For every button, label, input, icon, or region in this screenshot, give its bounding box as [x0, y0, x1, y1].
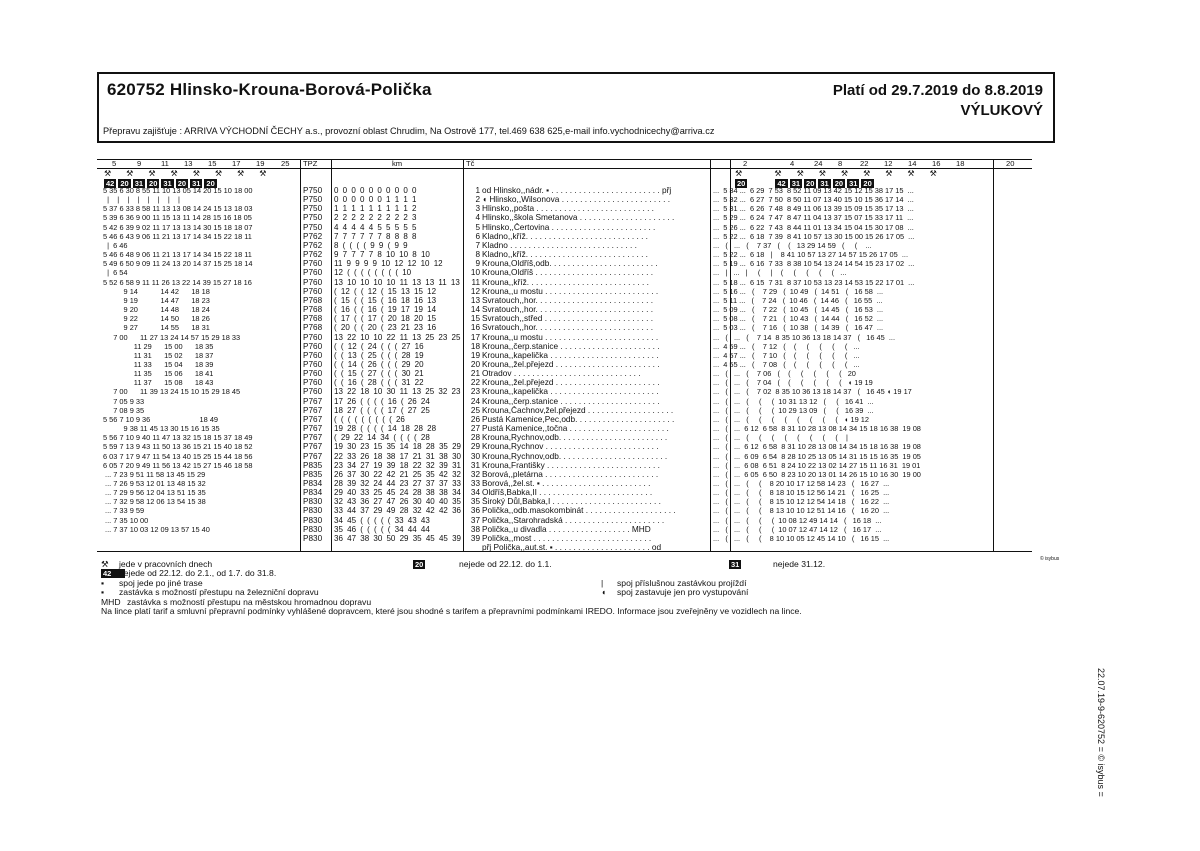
tpz-cell: P760 — [303, 378, 323, 388]
col-divider-km — [463, 159, 464, 551]
badge: 20 — [206, 179, 215, 188]
tc-cell: 31 — [470, 460, 480, 470]
badge: 42 — [106, 179, 115, 188]
left-departure-times — [103, 186, 299, 534]
tc-cell: 20 — [470, 359, 480, 369]
tpz-cell: P830 — [303, 506, 323, 516]
table-row: 9 22 14 50 18 26 — [103, 314, 210, 324]
km-cell: 33 44 37 29 49 28 32 42 42 36 — [334, 506, 461, 516]
badge: 31 — [820, 179, 829, 188]
tpz-cell: P750 — [303, 213, 323, 223]
badge: 20 — [149, 179, 158, 188]
table-row: 9 27 14 55 18 31 — [103, 323, 210, 333]
tc-cell: 10 — [470, 268, 480, 278]
tc-cell: 33 — [470, 479, 480, 488]
tc-cell: 25 — [470, 405, 480, 415]
table-row: ... 5 16 ... ( 7 29 ( 10 49 ( 14 51 ( 16 58 ... — [713, 286, 884, 296]
tc-cell: 6 — [475, 231, 480, 241]
hammers-icon: ⚒ ⚒⚒⚒⚒⚒⚒⚒⚒ — [735, 169, 952, 178]
station-name: Pustá Kamenice,,točna . . . . . . . . . . . . . . . . . . . . . . — [482, 424, 669, 434]
table-row: ... 7 26 9 53 12 01 13 48 15 32 — [103, 479, 206, 488]
tpz-cell: P767 — [303, 442, 323, 452]
tc-cell: 22 — [470, 378, 480, 388]
hammers-icon: ⚒ — [101, 559, 109, 569]
station-name: Krouna,Rychnov,odb. . . . . . . . . . . . . . . . . . . . . . . . — [482, 433, 668, 443]
table-row: ... ( ... ( ( ( 10 07 12 47 14 12 ( 16 17 ... — [713, 524, 882, 534]
km-cell: ( ( 16 ( 28 ( ( ( 31 22 — [334, 378, 424, 388]
table-row: ... ( ... ( 7 02 8 35 10 36 13 18 14 37 ( 16 45 ◖ 19 17 — [713, 387, 912, 397]
km-cell: ( 15 ( ( 15 ( 16 18 16 13 — [334, 295, 437, 305]
legend-item: MHD zastávka s možností přestupu na městskou hromadnou dopravu — [101, 596, 372, 607]
station-name: Polička,,u divadla . . . . . . . . . . . . . . . . . . MHD — [482, 524, 651, 534]
tc-cell: 37 — [470, 515, 480, 525]
right-trip-numbers: 2 4 24 8 22 12 14 16 18 20 — [743, 159, 1015, 168]
station-name: Krouna,,žel.přejezd . . . . . . . . . . . . . . . . . . . . . . . — [482, 359, 660, 369]
tpz-cell: P760 — [303, 369, 323, 379]
table-row: 5 56 7 10 9 40 11 47 13 32 15 18 15 37 18 49 — [103, 433, 253, 443]
tc-cell: 27 — [470, 424, 480, 434]
badge: 31 — [192, 179, 201, 188]
tpz-cell: P767 — [303, 414, 323, 424]
table-row: ... 5 32 ... 6 27 7 50 8 50 11 07 13 40 15 10 15 36 17 14 ... — [713, 195, 914, 205]
table-row: ... ( ... 6 08 6 51 8 24 10 22 13 02 14 27 15 11 16 31 19 01 — [713, 460, 921, 470]
station-name: Otradov . . . . . . . . . . . . . . . . . . . . . . . . . . . . — [482, 369, 641, 379]
tpz-cell: P750 — [303, 222, 323, 232]
table-row: 11 35 15 06 18 41 — [103, 369, 214, 379]
table-row: ... 5 29 ... 6 24 7 47 8 47 11 04 13 37 15 07 15 33 17 11 ... — [713, 213, 914, 223]
tc-cell: 17 — [470, 332, 480, 342]
station-name: od Hlinsko,,nádr. ▪ . . . . . . . . . . . . . . . . . . . . . . . . přj — [482, 186, 672, 195]
badge: 20 — [834, 179, 844, 188]
km-header: km — [392, 159, 403, 168]
tpz-cell: P830 — [303, 515, 323, 525]
table-row: 7 08 9 35 — [103, 405, 145, 415]
col-divider-left — [300, 159, 301, 551]
table-row: ... 5 03 ... ( 7 16 ( 10 38 ( 14 39 ( 16 47 ... — [713, 323, 884, 333]
table-row: ... ( ... ( ( ( 10 31 13 12 ( ( 16 41 ... — [713, 396, 874, 406]
table-row: ... ( ... ( 7 04 ( ( ( ( ( ( ◖ 19 19 — [713, 378, 873, 388]
tpz-cell: P760 — [303, 277, 323, 287]
km-cell: ( 16 ( ( 16 ( 19 17 19 14 — [334, 305, 437, 315]
table-row: ... 5 11 ... ( 7 24 ( 10 46 ( 14 46 ( 16 55 ... — [713, 295, 883, 305]
tpz-cell: P760 — [303, 387, 323, 397]
km-cell: 12 ( ( ( ( ( ( ( ( 10 — [334, 268, 412, 278]
table-row: ... 5 34 ... 6 29 7 53 8 52 11 09 13 42 15 12 15 38 17 15 ... — [713, 186, 914, 195]
table-row: 7 05 9 33 — [103, 396, 145, 406]
km-cell: 19 30 23 15 35 14 18 28 35 29 — [334, 442, 461, 452]
km-cell: 34 45 ( ( ( ( ( 33 43 43 — [334, 515, 430, 525]
table-row: ... ( ... ( ( 8 18 10 15 12 56 14 21 ( 16 25 ... — [713, 488, 890, 498]
table-row: ... ( ... ( ( 8 13 10 10 12 51 14 16 ( 16 20 ... — [713, 506, 890, 516]
table-row: 5 42 6 39 9 02 11 17 13 13 14 30 15 18 18 07 — [103, 222, 253, 232]
tpz-cell: P762 — [303, 231, 323, 241]
tc-cell: 3 — [475, 204, 480, 214]
legend-item: ⚒ jede v pracovních dnech 20 nejede od 22.12. do 1.1. 31 nejede 31.12. — [101, 559, 826, 569]
station-name: Krouna,Františky . . . . . . . . . . . . . . . . . . . . . . . . . — [482, 460, 660, 470]
badge-42: 42 — [101, 569, 125, 578]
table-row: ... ( ... 6 05 6 50 8 23 10 20 13 01 14 26 15 10 16 30 19 00 — [713, 469, 921, 479]
km-cell: 4 4 4 4 4 5 5 5 5 5 — [334, 222, 417, 232]
table-row: ... ( ... ( ( ( ( ( ( ( ( | — [713, 433, 848, 443]
station-name: Svratouch,,hor. . . . . . . . . . . . . . . . . . . . . . . . . . — [482, 305, 654, 315]
table-row: 5 49 6 50 9 09 11 24 13 20 14 37 15 25 18 14 — [103, 259, 253, 269]
km-cell: ( ( 13 ( 25 ( ( ( 28 19 — [334, 350, 424, 360]
tc-cell: 13 — [470, 295, 480, 305]
table-row: | | | | | | | | — [103, 195, 180, 205]
tpz-cell: P762 — [303, 240, 323, 250]
tpz-column — [303, 186, 331, 543]
km-cell: 13 22 10 10 22 11 13 25 23 25 — [334, 332, 461, 342]
tpz-cell: P767 — [303, 424, 323, 434]
km-cell: 13 10 10 10 10 11 13 13 11 13 — [334, 277, 460, 287]
tpz-cell: P760 — [303, 341, 323, 351]
km-cell: 13 22 18 10 30 11 13 25 32 23 — [334, 387, 461, 397]
tc-cell: 39 — [470, 533, 480, 543]
station-name: Kladno . . . . . . . . . . . . . . . . . . . . . . . . . . . . — [482, 240, 637, 250]
tpz-cell: P760 — [303, 286, 323, 296]
table-row: ... 5 18 ... 6 15 7 31 8 37 10 53 13 23 14 53 15 22 17 01 ... — [713, 277, 915, 287]
station-name: Svratouch,,hor. . . . . . . . . . . . . . . . . . . . . . . . . . — [482, 323, 654, 333]
tpz-cell: P767 — [303, 451, 323, 461]
table-row: 5 59 7 13 9 43 11 50 13 36 15 21 15 40 18 52 — [103, 442, 253, 452]
tpz-header: TPZ — [303, 159, 318, 168]
table-row: ... ( ... ( 7 14 8 35 10 36 13 18 14 37 ( 16 45 ... — [713, 332, 895, 342]
station-name: Krouna,Oldříš,odb. . . . . . . . . . . . . . . . . . . . . . . . — [482, 259, 658, 269]
table-row: 9 19 14 47 18 23 — [103, 295, 210, 305]
tc-cell: 34 — [470, 488, 480, 498]
km-cell: 1 1 1 1 1 1 1 1 1 2 — [334, 204, 417, 214]
km-cell: 22 33 26 18 38 17 21 31 38 30 — [334, 451, 461, 461]
table-row: ... 7 23 9 51 11 58 13 45 15 29 — [103, 469, 206, 479]
tpz-cell: P760 — [303, 332, 323, 342]
tpz-cell: P768 — [303, 323, 323, 333]
station-name: Svratouch,,střed . . . . . . . . . . . . . . . . . . . . . . . . — [482, 314, 654, 324]
km-cell: ( 20 ( ( 20 ( 23 21 23 16 — [334, 323, 437, 333]
tc-cell: 15 — [470, 314, 480, 324]
km-cell: 28 39 32 24 44 23 27 37 37 33 — [334, 479, 461, 488]
tc-cell: 14 — [470, 305, 480, 315]
tpz-cell: P835 — [303, 469, 323, 479]
tc-cell: 23 — [470, 387, 480, 397]
km-cell: 36 47 38 30 50 29 35 45 45 39 — [334, 533, 461, 543]
km-cell: ( 12 ( ( 12 ( 15 13 15 12 — [334, 286, 437, 296]
tc-cell: 29 — [470, 442, 480, 452]
table-row: ... ( ... ( ( 8 15 10 12 12 54 14 18 ( 16 22 ... — [713, 497, 890, 507]
table-row: ... ( ... 6 09 6 54 8 28 10 25 13 05 14 31 15 15 16 35 19 05 — [713, 451, 921, 461]
km-cell: 35 46 ( ( ( ( ( 34 44 44 — [334, 524, 430, 534]
table-row: 9 14 14 42 18 18 — [103, 286, 210, 296]
station-name: Oldříš,Babka,II . . . . . . . . . . . . . . . . . . . . . . . . . — [482, 488, 653, 498]
legend-item: ▪ zastávka s možností přestupu na železniční dopravu ◖ spoj zastavuje jen pro vystupování — [101, 587, 749, 598]
tc-cell: 8 — [475, 250, 480, 260]
km-cell: ( 29 22 14 34 ( ( ( ( 28 — [334, 433, 430, 443]
station-name: Polička,,most . . . . . . . . . . . . . . . . . . . . . . . . . . — [482, 533, 652, 543]
tc-cell: 18 — [470, 341, 480, 351]
timetable-variant: VÝLUKOVÝ — [960, 102, 1043, 119]
tc-cell: 19 — [470, 350, 480, 360]
table-row: ... 5 22 ... 6 18 7 39 8 41 10 57 13 30 15 00 15 26 17 05 ... — [713, 231, 915, 241]
table-row: 11 31 15 02 18 37 — [103, 350, 214, 360]
tc-cell: 5 — [475, 222, 480, 232]
tc-cell: 4 — [475, 213, 480, 223]
table-row: 5 37 6 33 8 58 11 13 13 08 14 24 15 13 18 03 — [103, 204, 253, 214]
table-row: ... 5 26 ... 6 22 7 43 8 44 11 01 13 34 15 04 15 30 17 08 ... — [713, 222, 914, 232]
table-row: 7 00 11 39 13 24 15 10 15 29 18 45 — [103, 387, 241, 397]
badge-20: 20 — [415, 560, 424, 569]
exit-only-icon: ◖ — [601, 587, 607, 598]
table-row: 7 00 11 27 13 24 14 57 15 29 18 33 — [103, 332, 241, 342]
legend — [101, 559, 826, 616]
badge: 31 — [134, 179, 144, 188]
km-cell: 19 28 ( ( ( ( 14 18 28 28 — [334, 424, 437, 434]
table-row: ... 7 32 9 58 12 06 13 54 15 38 — [103, 497, 206, 507]
tpz-cell: P768 — [303, 295, 323, 305]
badge-31: 31 — [731, 560, 740, 569]
tpz-cell: P830 — [303, 533, 323, 543]
km-column — [334, 186, 463, 543]
station-name: Hlinsko,,pošta . . . . . . . . . . . . . . . . . . . . . . . . . . — [482, 204, 654, 214]
col-divider-tpz — [331, 159, 332, 551]
table-row: 11 29 15 00 18 35 — [103, 341, 214, 351]
table-row: 5 35 6 30 8 55 11 10 13 05 14 20 15 10 18 00 — [103, 186, 253, 195]
km-cell: 23 34 27 19 39 18 22 32 39 31 — [334, 460, 461, 470]
station-name: Krouna,,kapelička . . . . . . . . . . . . . . . . . . . . . . . . — [482, 350, 659, 360]
right-arrival-times — [713, 186, 1031, 543]
tpz-cell: P768 — [303, 305, 323, 315]
table-row: 5 56 7 10 9 36 18 49 — [103, 414, 219, 424]
tpz-cell: P834 — [303, 488, 323, 498]
station-name: Krouna,,čerp.stanice . . . . . . . . . . . . . . . . . . . . . . — [482, 341, 660, 351]
station-name: Krouna,,čerp.stanice . . . . . . . . . . . . . . . . . . . . . . — [482, 396, 660, 406]
bus-icon: ▪ — [101, 577, 105, 588]
tpz-cell: P760 — [303, 359, 323, 369]
table-row: ... 7 29 9 56 12 04 13 51 15 35 — [103, 488, 206, 498]
km-cell: 7 7 7 7 7 7 8 8 8 8 — [334, 231, 417, 241]
tc-cell: 2 — [475, 195, 480, 205]
tpz-cell: P760 — [303, 350, 323, 360]
carrier-info: Přepravu zajišťuje : ARRIVA VÝCHODNÍ ČECHY a.s., provozní oblast Chrudim, Na Ostrově 177, tel.469 638 625,e-mail info.vychodnicechy@arriva.cz — [103, 126, 715, 136]
badge: 20 — [863, 179, 872, 188]
table-row: 5 46 6 48 9 06 11 21 13 17 14 34 15 22 18 11 — [103, 250, 252, 260]
km-cell: 0 0 0 0 0 0 1 1 1 1 — [334, 195, 417, 205]
station-name: Borová,,žel.st. ▪ . . . . . . . . . . . . . . . . . . . . . . . . — [482, 479, 651, 488]
badge: 31 — [791, 179, 801, 188]
station-name: Polička,,odb.masokombinát . . . . . . . . . . . . . . . . . . . . — [482, 506, 676, 516]
table-row: ... ( ... ( ( ( 10 29 13 09 ( ( 16 39 ... — [713, 405, 874, 415]
km-cell: ( 17 ( ( 17 ( 20 18 20 15 — [334, 314, 437, 324]
station-name: Hlinsko,,škola Smetanova . . . . . . . . . . . . . . . . . . . . . — [482, 213, 675, 223]
badge: 20 — [120, 179, 129, 188]
table-row: 11 33 15 04 18 39 — [103, 359, 214, 369]
legend-item: 42 nejede od 22.12. do 2.1., od 1.7. do 31.8. — [103, 568, 277, 579]
km-cell: ( ( 14 ( 26 ( ( ( 29 20 — [334, 359, 424, 369]
col-divider-stations — [710, 159, 711, 551]
km-cell: ( ( 12 ( 24 ( ( ( 27 16 — [334, 341, 424, 351]
tpz-cell: P762 — [303, 250, 323, 260]
tpz-cell: P760 — [303, 259, 323, 269]
table-row: 11 37 15 08 18 43 — [103, 378, 214, 388]
table-row: ... ( ... ( 7 37 ( ( 13 29 14 59 ( ( ... — [713, 240, 872, 250]
table-row: 5 39 6 36 9 00 11 15 13 11 14 28 15 16 18 05 — [103, 213, 252, 223]
station-name: Krouna,Oldříš . . . . . . . . . . . . . . . . . . . . . . . . . . — [482, 268, 654, 278]
km-cell: 9 7 7 7 7 8 10 10 8 10 — [334, 250, 430, 260]
tc-cell: 32 — [470, 469, 480, 479]
station-name: Polička,,Starohradská . . . . . . . . . . . . . . . . . . . . . . — [482, 515, 665, 525]
km-cell: 11 9 9 9 9 10 12 12 10 12 — [334, 259, 443, 269]
table-row: | 6 54 — [103, 268, 128, 278]
table-row: ... 4 57 ... ( 7 10 ( ( ( ( ( ( ... — [713, 350, 860, 360]
station-name: ◖ Hlinsko,,Wilsonova . . . . . . . . . . . . . . . . . . . . . . . . — [482, 195, 671, 205]
badge: 31 — [849, 179, 858, 188]
tc-header: Tč — [466, 159, 475, 168]
tc-cell: 21 — [470, 369, 480, 379]
badge: 20 — [806, 179, 815, 188]
station-name: Borová,,pletárna . . . . . . . . . . . . . . . . . . . . . . . . . — [482, 469, 659, 479]
left-trip-numbers: 5 9 11 13 15 17 19 25 — [112, 159, 290, 168]
tc-cell: 16 — [470, 323, 480, 333]
table-row: 6 03 7 17 9 47 11 54 13 40 15 25 15 44 18 56 — [103, 451, 253, 461]
table-row: ... | ... | ( | ( ( ( ( ( ... — [713, 268, 847, 278]
station-name: Kladno,,kříž. . . . . . . . . . . . . . . . . . . . . . . . . . . — [482, 231, 648, 241]
table-row: 9 38 11 45 13 30 15 16 15 35 — [103, 424, 220, 434]
table-row: ... ( ... ( ( ( ( ( ( ( ( ◖ 19 12 — [713, 414, 869, 424]
table-row: ... ( ... 6 12 6 58 8 31 10 28 13 08 14 34 15 18 16 38 19 08 — [713, 424, 921, 434]
table-row: | 6 46 — [103, 240, 128, 250]
table-row: ... ( ... ( ( 8 10 10 05 12 45 14 10 ( 16 15 ... — [713, 533, 890, 543]
table-row: 6 05 7 20 9 49 11 56 13 42 15 27 15 46 18 58 — [103, 460, 253, 470]
table-row: ... 4 59 ... ( 7 12 ( ( ( ( ( ( ... — [713, 341, 860, 351]
station-name: Krouna,,kříž. . . . . . . . . . . . . . . . . . . . . . . . . . . — [482, 277, 649, 287]
tpz-cell: P767 — [303, 405, 323, 415]
tc-cell: 9 — [475, 259, 480, 269]
km-cell: 0 0 0 0 0 0 0 0 0 0 — [334, 186, 417, 195]
station-name: Pustá Kamenice,Pec,odb. . . . . . . . . . . . . . . . . . . . . . — [482, 414, 675, 424]
pass-through-icon: | — [601, 577, 604, 588]
mhd-label: MHD — [101, 596, 121, 607]
hammers-icon: ⚒⚒⚒⚒⚒⚒⚒⚒ — [104, 169, 282, 178]
tpz-cell: P750 — [303, 195, 323, 205]
timetable-header — [97, 72, 1055, 143]
station-name: Krouna,,kapelička . . . . . . . . . . . . . . . . . . . . . . . . — [482, 387, 659, 397]
tpz-cell: P834 — [303, 479, 323, 488]
station-name: Kladno,,kříž. . . . . . . . . . . . . . . . . . . . . . . . . . . — [482, 250, 648, 260]
km-cell: ( ( 15 ( 27 ( ( ( 30 21 — [334, 369, 424, 379]
table-row: ... 5 31 ... 6 26 7 48 8 49 11 06 13 39 15 09 15 35 17 13 ... — [713, 204, 914, 214]
tpz-cell: P835 — [303, 460, 323, 470]
km-cell: ( ( ( ( ( ( ( ( ( 26 — [334, 414, 405, 424]
tc-cell: 11 — [471, 277, 480, 287]
train-icon: ▪ — [101, 587, 105, 598]
table-row: ... ( ... ( ( 8 20 10 17 12 58 14 23 ( 16 27 ... — [713, 479, 890, 488]
tpz-cell: P830 — [303, 497, 323, 507]
station-name: Krouna,,žel.přejezd . . . . . . . . . . . . . . . . . . . . . . . — [482, 378, 660, 388]
isybus-mark: © isybus — [1040, 556, 1060, 562]
tc-cell: 24 — [470, 396, 480, 406]
km-cell: 8 ( ( ( ( 9 9 ( 9 9 — [334, 240, 408, 250]
table-row: 9 20 14 48 18 24 — [103, 305, 210, 315]
validity-period: Platí od 29.7.2019 do 8.8.2019 — [832, 82, 1043, 99]
table-row: ... 5 19 ... 6 16 7 33 8 38 10 54 13 24 14 54 15 23 17 02 ... — [713, 259, 915, 269]
tc-cell: 1 — [475, 186, 480, 195]
tpz-cell: P750 — [303, 204, 323, 214]
badge: 31 — [163, 179, 172, 188]
km-cell: 32 43 36 27 47 26 30 40 40 35 — [334, 497, 461, 507]
km-cell: 18 27 ( ( ( ( 17 ( 27 25 — [334, 405, 430, 415]
document-code: 22.07.19-9-620752 = © isybus = — [1096, 668, 1106, 797]
table-row: ... ( ... ( ( ( 10 08 12 49 14 14 ( 16 18 ... — [713, 515, 882, 525]
footer-note: Na lince platí tarif a smluvní přepravní podmínky vyhlášené dopravcem, které jsou shodné s tarifem a přepravními podmínkami IREDO. Informace jsou zveřejněny ve vozidlech na lince. — [101, 605, 802, 616]
legend-item: ▪ spoj jede po jiné trase | spoj příslušnou zastávkou projíždí — [101, 577, 747, 588]
tpz-cell: P830 — [303, 524, 323, 534]
station-list — [482, 186, 704, 552]
station-name: Svratouch,,hor. . . . . . . . . . . . . . . . . . . . . . . . . . — [482, 295, 654, 305]
tc-cell: 26 — [470, 414, 480, 424]
tpz-cell: P750 — [303, 186, 323, 195]
km-cell: 2 2 2 2 2 2 2 2 2 3 — [334, 213, 417, 223]
badge: 20 — [737, 179, 746, 188]
station-name: přj Polička,,aut.st. ▪ . . . . . . . . . . . . . . . . . . . . . od — [482, 543, 662, 553]
station-name: Krouna,Rychnov,odb. . . . . . . . . . . . . . . . . . . . . . . . — [482, 451, 668, 461]
station-name: Krouna,,u mostu . . . . . . . . . . . . . . . . . . . . . . . . . — [482, 286, 659, 296]
table-row: ... 5 22 ... 6 18 | 8 41 10 57 13 27 14 57 15 26 17 05 ... — [713, 250, 909, 260]
station-name: Široký Důl,Babka,I . . . . . . . . . . . . . . . . . . . . . . . . — [482, 497, 661, 507]
station-name: Krouna,Čachnov,žel.přejezd . . . . . . . . . . . . . . . . . . . — [482, 405, 674, 415]
table-row: 5 46 6 43 9 06 11 21 13 17 14 34 15 22 18 11 — [103, 231, 252, 241]
tc-cell: 38 — [470, 524, 480, 534]
station-name: Hlinsko,,Čertovina . . . . . . . . . . . . . . . . . . . . . . . — [482, 222, 656, 232]
tc-cell: 36 — [470, 506, 480, 516]
table-row: ... 7 35 10 00 — [103, 515, 149, 525]
badge: 42 — [777, 179, 786, 188]
table-row: ... 5 08 ... ( 7 21 ( 10 43 ( 14 44 ( 16 52 ... — [713, 314, 884, 324]
km-cell: 26 37 30 22 42 21 25 35 42 32 — [334, 469, 461, 479]
km-cell: 17 26 ( ( ( ( 16 ( 26 24 — [334, 396, 430, 406]
tpz-cell: P767 — [303, 433, 323, 443]
tc-cell: 35 — [470, 497, 480, 507]
badge: 20 — [177, 179, 187, 188]
line-title: 620752 Hlinsko-Krouna-Borová-Polička — [107, 80, 432, 99]
table-row: ... 7 33 9 59 — [103, 506, 145, 516]
station-name: Krouna,Rychnov . . . . . . . . . . . . . . . . . . . . . . . . . — [482, 442, 659, 452]
tpz-cell: P767 — [303, 396, 323, 406]
tc-column — [466, 186, 480, 543]
tc-cell: 12 — [470, 286, 480, 296]
table-row: ... 7 37 10 03 12 09 13 57 15 40 — [103, 524, 210, 534]
table-row: ... ( ... ( 7 06 ( ( ( ( ( ( 20 — [713, 369, 856, 379]
tc-cell: 28 — [470, 433, 480, 443]
table-row: ... 5 09 ... ( 7 22 ( 10 45 ( 14 45 ( 16 53 ... — [713, 305, 884, 315]
tc-cell: 7 — [475, 240, 480, 250]
tpz-cell: P768 — [303, 314, 323, 324]
table-row: ... 4 55 ... ( 7 08 ( ( ( ( ( ( ... — [713, 359, 860, 369]
tc-cell: 30 — [470, 451, 480, 461]
tpz-cell: P760 — [303, 268, 323, 278]
km-cell: 29 40 33 25 45 24 28 38 38 34 — [334, 488, 461, 498]
table-row: 5 52 6 58 9 11 11 26 13 22 14 39 15 27 18 16 — [103, 277, 252, 287]
table-row: ... ( ... 6 12 6 58 8 31 10 28 13 08 14 34 15 18 16 38 19 08 — [713, 442, 921, 452]
station-name: Krouna,,u mostu . . . . . . . . . . . . . . . . . . . . . . . . . — [482, 332, 659, 342]
